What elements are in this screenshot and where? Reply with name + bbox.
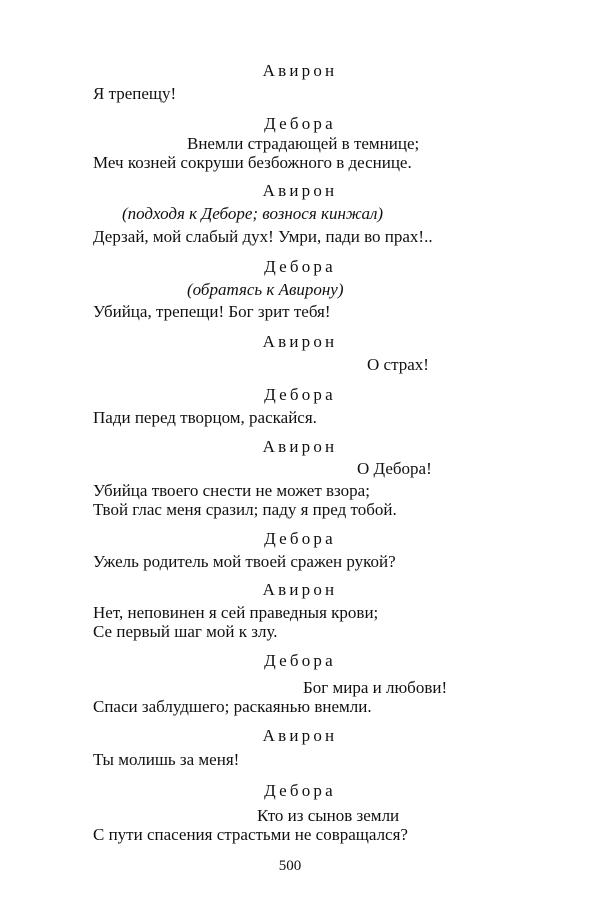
speaker-name: Авирон	[262, 580, 338, 599]
stage-direction: (подходя к Деборе; вознося кинжал)	[122, 204, 384, 223]
verse-line: Бог мира и любови!	[303, 678, 448, 697]
speaker-name: Авирон	[262, 181, 338, 200]
verse-line: Внемли страдающей в темнице;	[187, 134, 420, 153]
verse-line: Дерзай, мой слабый дух! Умри, пади во прах!..	[93, 227, 433, 246]
verse-line: Убийца твоего снести не может взора;	[93, 481, 370, 500]
verse-line: Спаси заблудшего; раскаянью внемли.	[93, 697, 372, 716]
verse-line: Меч козней сокруши безбожного в деснице.	[93, 153, 412, 172]
verse-line: С пути спасения страстьми не совращался?	[93, 825, 408, 844]
verse-line: О страх!	[367, 355, 429, 374]
verse-line: Нет, неповинен я сей праведныя крови;	[93, 603, 379, 622]
verse-line: Ужель родитель мой твоей сражен рукой?	[93, 552, 396, 571]
speaker-name: Авирон	[262, 437, 338, 456]
verse-line: О Дебора!	[357, 459, 432, 478]
speaker-name: Авирон	[262, 726, 338, 745]
speaker-name: Авирон	[262, 61, 338, 80]
verse-line: Убийца, трепещи! Бог зрит тебя!	[93, 302, 331, 321]
verse-line: Пади перед творцом, раскайся.	[93, 408, 317, 427]
verse-line: Кто из сынов земли	[257, 806, 400, 825]
verse-line: Ты молишь за меня!	[93, 750, 240, 769]
speaker-name: Дебора	[264, 781, 336, 800]
stage-direction: (обратясь к Авирону)	[187, 280, 344, 299]
speaker-name: Дебора	[264, 257, 336, 276]
speaker-name: Дебора	[264, 651, 336, 670]
page-number: 500	[278, 858, 302, 874]
verse-line: Твой глас меня сразил; паду я пред тобой.	[93, 500, 397, 519]
speaker-name: Дебора	[264, 529, 336, 548]
speaker-name: Дебора	[264, 114, 336, 133]
speaker-name: Авирон	[262, 332, 338, 351]
speaker-name: Дебора	[264, 385, 336, 404]
verse-line: Се первый шаг мой к злу.	[93, 622, 278, 641]
verse-line: Я трепещу!	[93, 84, 177, 103]
